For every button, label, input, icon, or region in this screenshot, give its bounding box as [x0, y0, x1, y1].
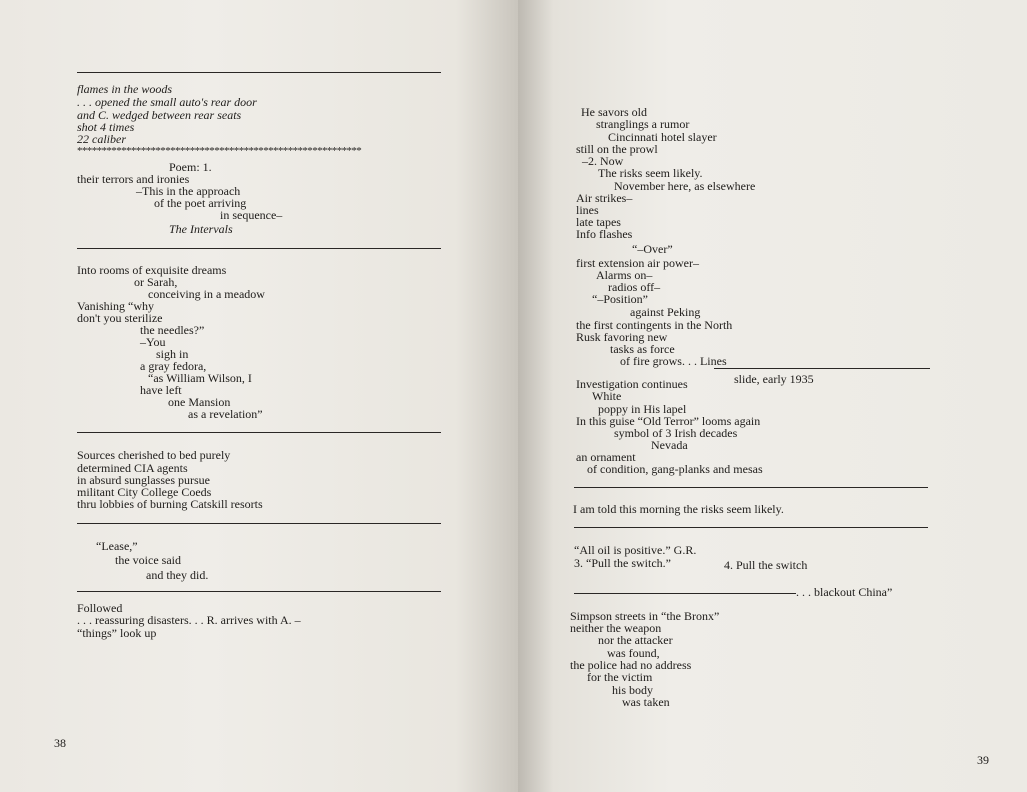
text-line: shot 4 times — [77, 120, 135, 134]
divider-rule — [77, 523, 441, 524]
text-line: . . . reassuring disasters. . . R. arrives with A. – — [77, 613, 301, 627]
text-line: Alarms on– — [596, 268, 653, 282]
text-line: have left — [140, 383, 182, 397]
text-line: I am told this morning the risks seem likely. — [573, 502, 784, 516]
text-line: Vanishing “why — [77, 299, 154, 313]
text-line: radios off– — [608, 280, 661, 294]
text-line: was found, — [607, 646, 660, 660]
divider-rule — [77, 591, 441, 592]
poem-subtitle: The Intervals — [169, 222, 233, 236]
text-line: slide, early 1935 — [734, 372, 814, 386]
divider-rule — [77, 72, 441, 73]
text-line: “All oil is positive.” G.R. — [574, 543, 697, 557]
text-line: nor the attacker — [598, 633, 673, 647]
page-number: 39 — [977, 753, 989, 767]
right-page — [518, 0, 1027, 792]
text-line: White — [592, 389, 622, 403]
text-line: Investigation continues — [576, 377, 688, 391]
text-line: Simpson streets in “the Bronx” — [570, 609, 720, 623]
text-line: neither the weapon — [570, 621, 662, 635]
text-line: in sequence– — [220, 208, 283, 222]
text-line: . . . blackout China” — [796, 585, 893, 599]
text-line: –2. Now — [582, 154, 624, 168]
text-line: militant City College Coeds — [77, 485, 212, 499]
text-line: . . . opened the small auto's rear door — [77, 95, 257, 109]
text-line: “things” look up — [77, 626, 157, 640]
text-line: was taken — [622, 695, 670, 709]
text-line: an ornament — [576, 450, 636, 464]
text-line: symbol of 3 Irish decades — [614, 426, 738, 440]
page-number: 38 — [54, 736, 66, 750]
text-line: a gray fedora, — [140, 359, 207, 373]
text-line: Followed — [77, 601, 123, 615]
text-line: stranglings a rumor — [596, 117, 690, 131]
text-line: in absurd sunglasses pursue — [77, 473, 210, 487]
text-line: “Lease,” — [96, 539, 138, 553]
text-line: “–Position” — [592, 292, 648, 306]
divider-rule — [77, 432, 441, 433]
text-line: still on the prowl — [576, 142, 658, 156]
text-line: and C. wedged between rear seats — [77, 108, 242, 122]
text-line: the police had no address — [570, 658, 692, 672]
text-line: Sources cherished to bed purely — [77, 448, 231, 462]
text-line: Into rooms of exquisite dreams — [77, 263, 227, 277]
poem-title: Poem: 1. — [169, 160, 212, 174]
text-line: –This in the approach — [136, 184, 241, 198]
text-line: his body — [612, 683, 654, 697]
divider-rule — [574, 527, 928, 528]
text-line: In this guise “Old Terror” looms again — [576, 414, 761, 428]
text-line: against Peking — [630, 305, 701, 319]
text-line: 3. “Pull the switch.” — [574, 556, 671, 570]
text-line: “as William Wilson, I — [148, 371, 252, 385]
text-line: thru lobbies of burning Catskill resorts — [77, 497, 263, 511]
text-line: one Mansion — [168, 395, 231, 409]
text-line: of the poet arriving — [154, 196, 247, 210]
text-line: He savors old — [581, 105, 647, 119]
divider-rule — [574, 593, 796, 594]
text-line: and they did. — [146, 568, 209, 582]
text-line: 4. Pull the switch — [724, 558, 808, 572]
text-line: tasks as force — [610, 342, 675, 356]
text-line: “–Over” — [632, 242, 673, 256]
text-line: or Sarah, — [134, 275, 178, 289]
text-line: determined CIA agents — [77, 461, 188, 475]
text-line: first extension air power– — [576, 256, 699, 270]
text-line: flames in the woods — [77, 82, 172, 96]
text-line: of condition, gang-planks and mesas — [587, 462, 763, 476]
text-line: their terrors and ironies — [77, 172, 190, 186]
text-line: Info flashes — [576, 227, 633, 241]
asterisk-divider: ********************************************************** — [77, 145, 362, 157]
text-line: conceiving in a meadow — [148, 287, 265, 301]
text-line: November here, as elsewhere — [614, 179, 756, 193]
divider-rule — [714, 368, 930, 369]
text-line: as a revelation” — [188, 407, 263, 421]
text-line: the first contingents in the North — [576, 318, 733, 332]
text-line: The risks seem likely. — [598, 166, 703, 180]
divider-rule — [574, 487, 928, 488]
text-line: 22 caliber — [77, 132, 126, 146]
text-line: for the victim — [587, 670, 653, 684]
text-line: Nevada — [651, 438, 688, 452]
text-line: the needles?” — [140, 323, 205, 337]
text-line: the voice said — [115, 553, 181, 567]
text-line: sigh in — [156, 347, 189, 361]
text-line: don't you sterilize — [77, 311, 163, 325]
text-line: Cincinnati hotel slayer — [608, 130, 717, 144]
text-line: poppy in His lapel — [598, 402, 687, 416]
text-line: lines — [576, 203, 599, 217]
divider-rule — [77, 248, 441, 249]
text-line: of fire grows. . . Lines — [620, 354, 727, 368]
text-line: late tapes — [576, 215, 621, 229]
text-line: Air strikes– — [576, 191, 633, 205]
text-line: –You — [140, 335, 166, 349]
text-line: Rusk favoring new — [576, 330, 668, 344]
